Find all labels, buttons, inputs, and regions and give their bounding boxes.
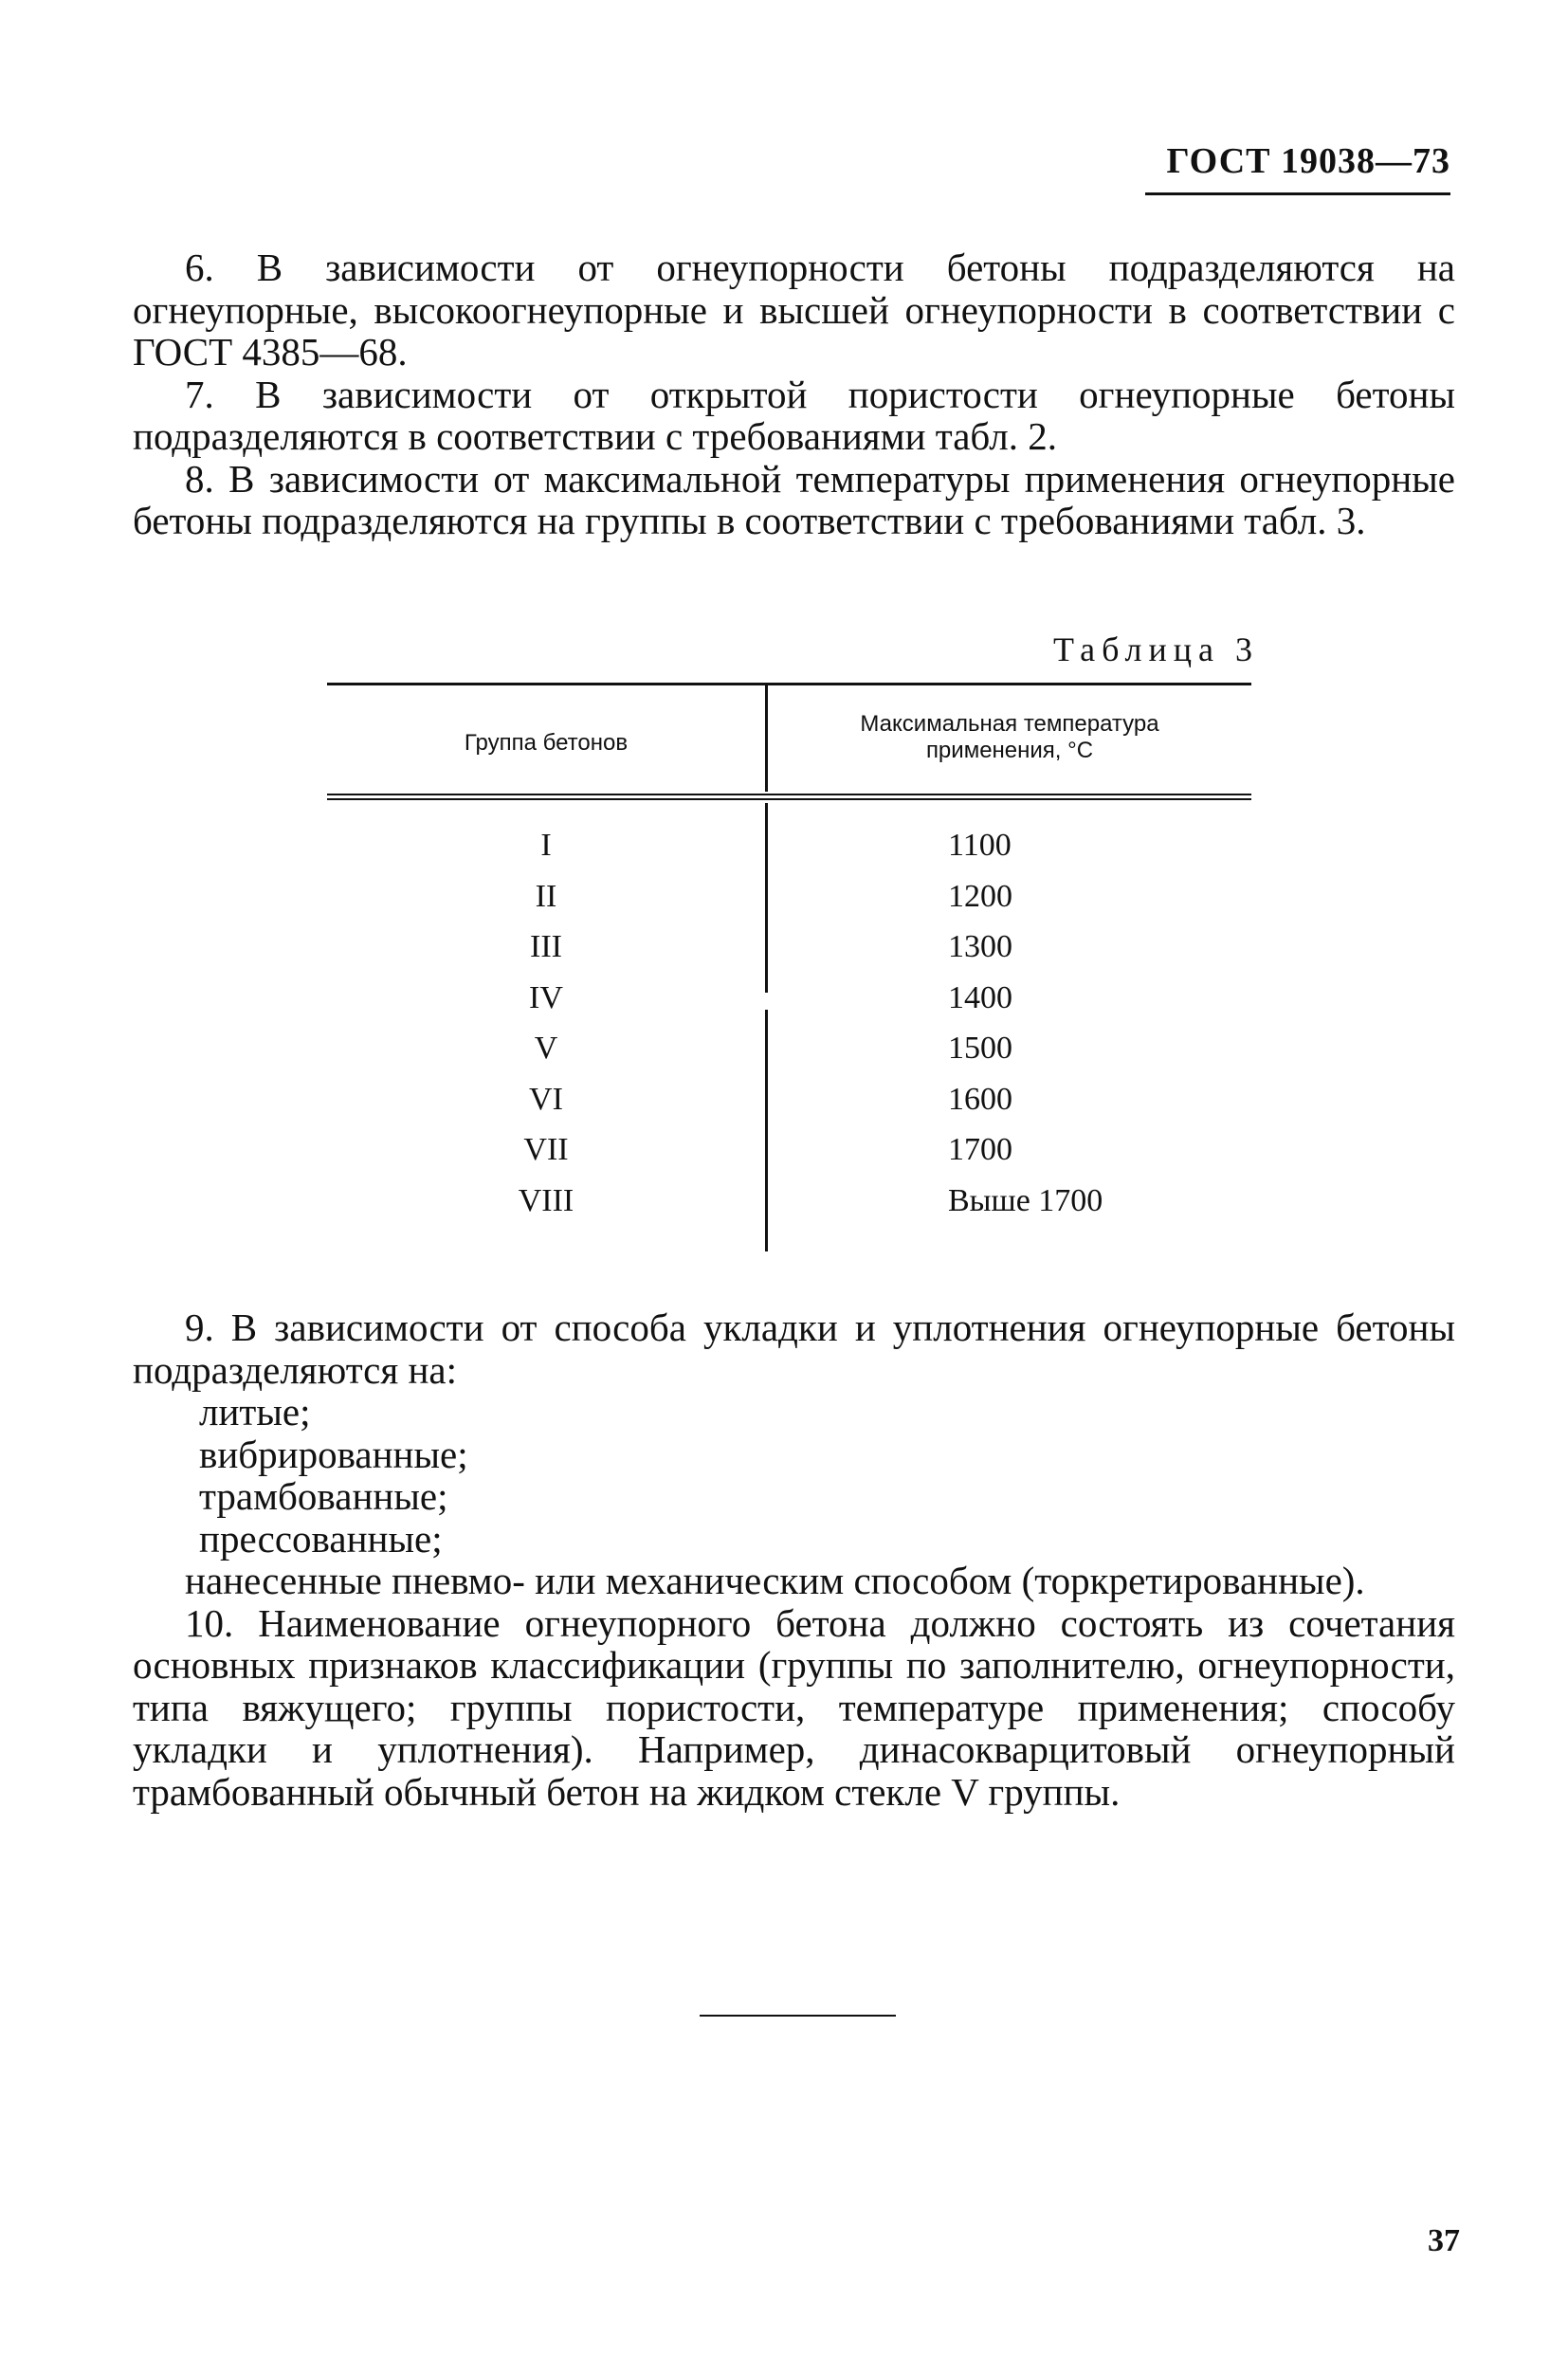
table-row-temp: 1400 (948, 979, 1012, 1015)
table-row-group: II (535, 878, 557, 914)
table-top-rule (327, 683, 1251, 685)
header-rule (1145, 192, 1450, 195)
paragraph-8: 8. В зависимости от максимальной температуры применения огнеупорные бетоны подразделяются на группы в соответствии с требованиями табл. 3. (133, 456, 1455, 542)
table-row-temp: 1100 (948, 828, 1012, 863)
table-caption: Таблица 3 (1053, 630, 1259, 668)
list-item: прессованные; (199, 1516, 443, 1561)
table-body-divider (765, 803, 768, 993)
table-row-temp: 1200 (948, 878, 1012, 914)
table-row-temp: 1500 (948, 1031, 1012, 1066)
table-row-group: VII (523, 1132, 569, 1167)
table-row-temp: 1700 (948, 1132, 1012, 1167)
table-row-group: III (530, 929, 562, 964)
paragraph-10: 10. Наименование огнеупорного бетона должно состоять из сочетания основных признаков классификации (группы по заполнителю, огнеупорности, типа вяжущего; группы пористости, температуре применения; способу укладки и уплотнения). Например, динасокварцитовый огнеупорный трамбованный обычный бетон на жидком стекле V группы. (133, 1600, 1455, 1814)
page-number: 37 (1428, 2223, 1460, 2258)
column-header-group: Группа бетонов (464, 730, 629, 756)
table-row-group: IV (529, 979, 563, 1015)
table-row-group: I (540, 828, 552, 863)
column-header-temperature-line1: Максимальная температура (860, 711, 1159, 737)
table-header-rule-1 (327, 794, 1251, 795)
table-body-divider-lower (765, 1010, 768, 1251)
list-item-last: нанесенные пневмо- или механическим способом (торкретированные). (185, 1559, 1365, 1602)
table-row-group: VIII (518, 1182, 574, 1218)
table-row-group: V (534, 1031, 558, 1066)
table-row-group: VI (529, 1081, 563, 1117)
document-code: ГОСТ 19038—73 (1166, 141, 1450, 181)
list-item: литые; (199, 1390, 311, 1434)
column-header-temperature-line2: применения, °С (925, 738, 1094, 763)
lower-paragraphs (133, 1306, 1455, 1813)
list-item: трамбованные; (199, 1474, 448, 1518)
table-header-rule-2 (327, 798, 1251, 800)
top-paragraphs (133, 247, 1455, 542)
paragraph-9-intro: 9. В зависимости от способа укладки и уплотнения огнеупорные бетоны подразделяются на: (133, 1306, 1455, 1392)
section-end-rule (700, 2015, 896, 2017)
table-row-temp: 1600 (948, 1081, 1012, 1117)
paragraph-7: 7. В зависимости от открытой пористости огнеупорные бетоны подразделяются в соответствии с требованиями табл. 2. (133, 372, 1455, 458)
table-row-temp: Выше 1700 (948, 1182, 1103, 1218)
list-item: вибрированные; (199, 1432, 468, 1476)
paragraph-6: 6. В зависимости от огнеупорности бетоны подразделяются на огнеупорные, высокоогнеупорные и высшей огнеупорности в соответствии с ГОСТ 4385—68. (133, 246, 1455, 374)
table-row-temp: 1300 (948, 929, 1012, 964)
column-header-temperature (768, 711, 1251, 764)
